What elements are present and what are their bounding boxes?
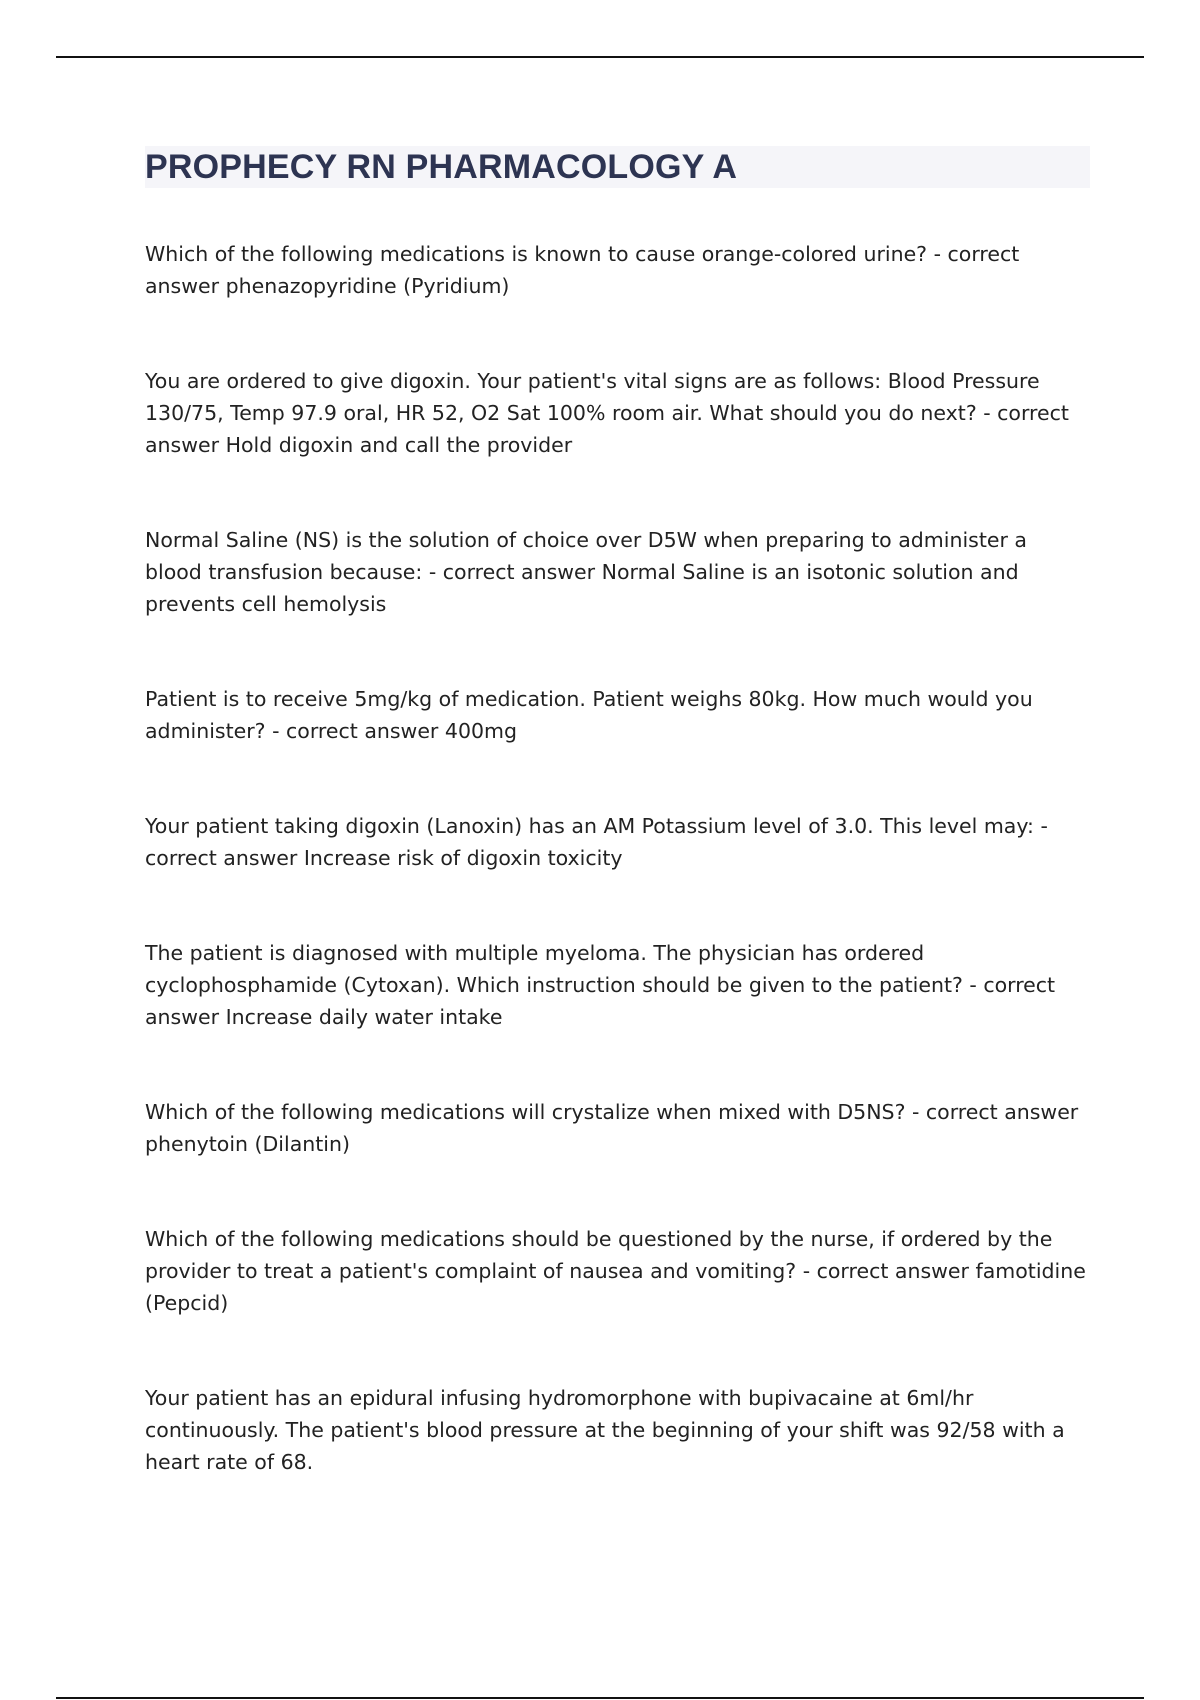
answer-text: Increase risk of digoxin toxicity <box>303 846 623 870</box>
answer-text: phenazopyridine (Pyridium) <box>225 274 510 298</box>
question-text: Which of the following medications is known to cause orange-colored urine? <box>145 242 928 266</box>
answer-prefix: - correct answer <box>911 1100 1079 1124</box>
bottom-divider <box>56 1697 1144 1699</box>
top-divider <box>56 56 1144 58</box>
question-text: Which of the following medications will crystalize when mixed with D5NS? <box>145 1100 906 1124</box>
qa-item <box>145 1096 1090 1160</box>
answer-text: 400mg <box>444 719 518 743</box>
qa-item <box>145 1223 1090 1319</box>
qa-item <box>145 524 1090 620</box>
document-body <box>145 146 1090 1541</box>
question-text: Normal Saline (NS) is the solution of choice over D5W when preparing to administer a blood transfusion because: <box>145 528 1027 584</box>
qa-item <box>145 810 1090 874</box>
answer-prefix: - correct answer <box>145 973 1056 1029</box>
answer-text: famotidine (Pepcid) <box>145 1259 1086 1315</box>
qa-item <box>145 683 1090 747</box>
qa-item <box>145 937 1090 1033</box>
question-text: Your patient taking digoxin (Lanoxin) has an AM Potassium level of 3.0. This level may: <box>145 814 1034 838</box>
answer-prefix: - correct answer <box>428 560 596 584</box>
question-text: The patient is diagnosed with multiple myeloma. The physician has ordered cyclophosphamide (Cytoxan). Which instruction should be given to the patient? <box>145 941 963 997</box>
qa-item-partial <box>145 1382 1090 1478</box>
answer-text: phenytoin (Dilantin) <box>145 1132 350 1156</box>
answer-text: Normal Saline is an isotonic solution and prevents cell hemolysis <box>145 560 1019 616</box>
answer-prefix: - correct answer <box>145 401 1069 457</box>
qa-item <box>145 365 1090 461</box>
answer-prefix: - correct answer <box>272 719 439 743</box>
question-text: Your patient has an epidural infusing hydromorphone with bupivacaine at 6ml/hr continuously. The patient's blood pressure at the beginning of your shift was 92/58 with a heart rate of 68. <box>145 1386 1065 1474</box>
question-text: You are ordered to give digoxin. Your patient's vital signs are as follows: Blood Pressure 130/75, Temp 97.9 oral, HR 52, O2 Sat 100% room air. What should you do next? <box>145 369 1040 425</box>
answer-prefix: - correct answer <box>145 814 1048 870</box>
answer-prefix: - correct answer <box>145 242 1020 298</box>
answer-prefix: - correct answer <box>802 1259 969 1283</box>
question-text: Patient is to receive 5mg/kg of medication. Patient weighs 80kg. How much would you administer? <box>145 687 1033 743</box>
answer-text: Increase daily water intake <box>225 1005 503 1029</box>
document-title: PROPHECY RN PHARMACOLOGY A <box>145 148 738 186</box>
qa-list <box>145 238 1090 1478</box>
answer-text: Hold digoxin and call the provider <box>225 433 573 457</box>
title-band <box>145 146 1090 188</box>
qa-item <box>145 238 1090 302</box>
question-text: Which of the following medications should be questioned by the nurse, if ordered by the provider to treat a patient's complaint of nausea and vomiting? <box>145 1227 1053 1283</box>
